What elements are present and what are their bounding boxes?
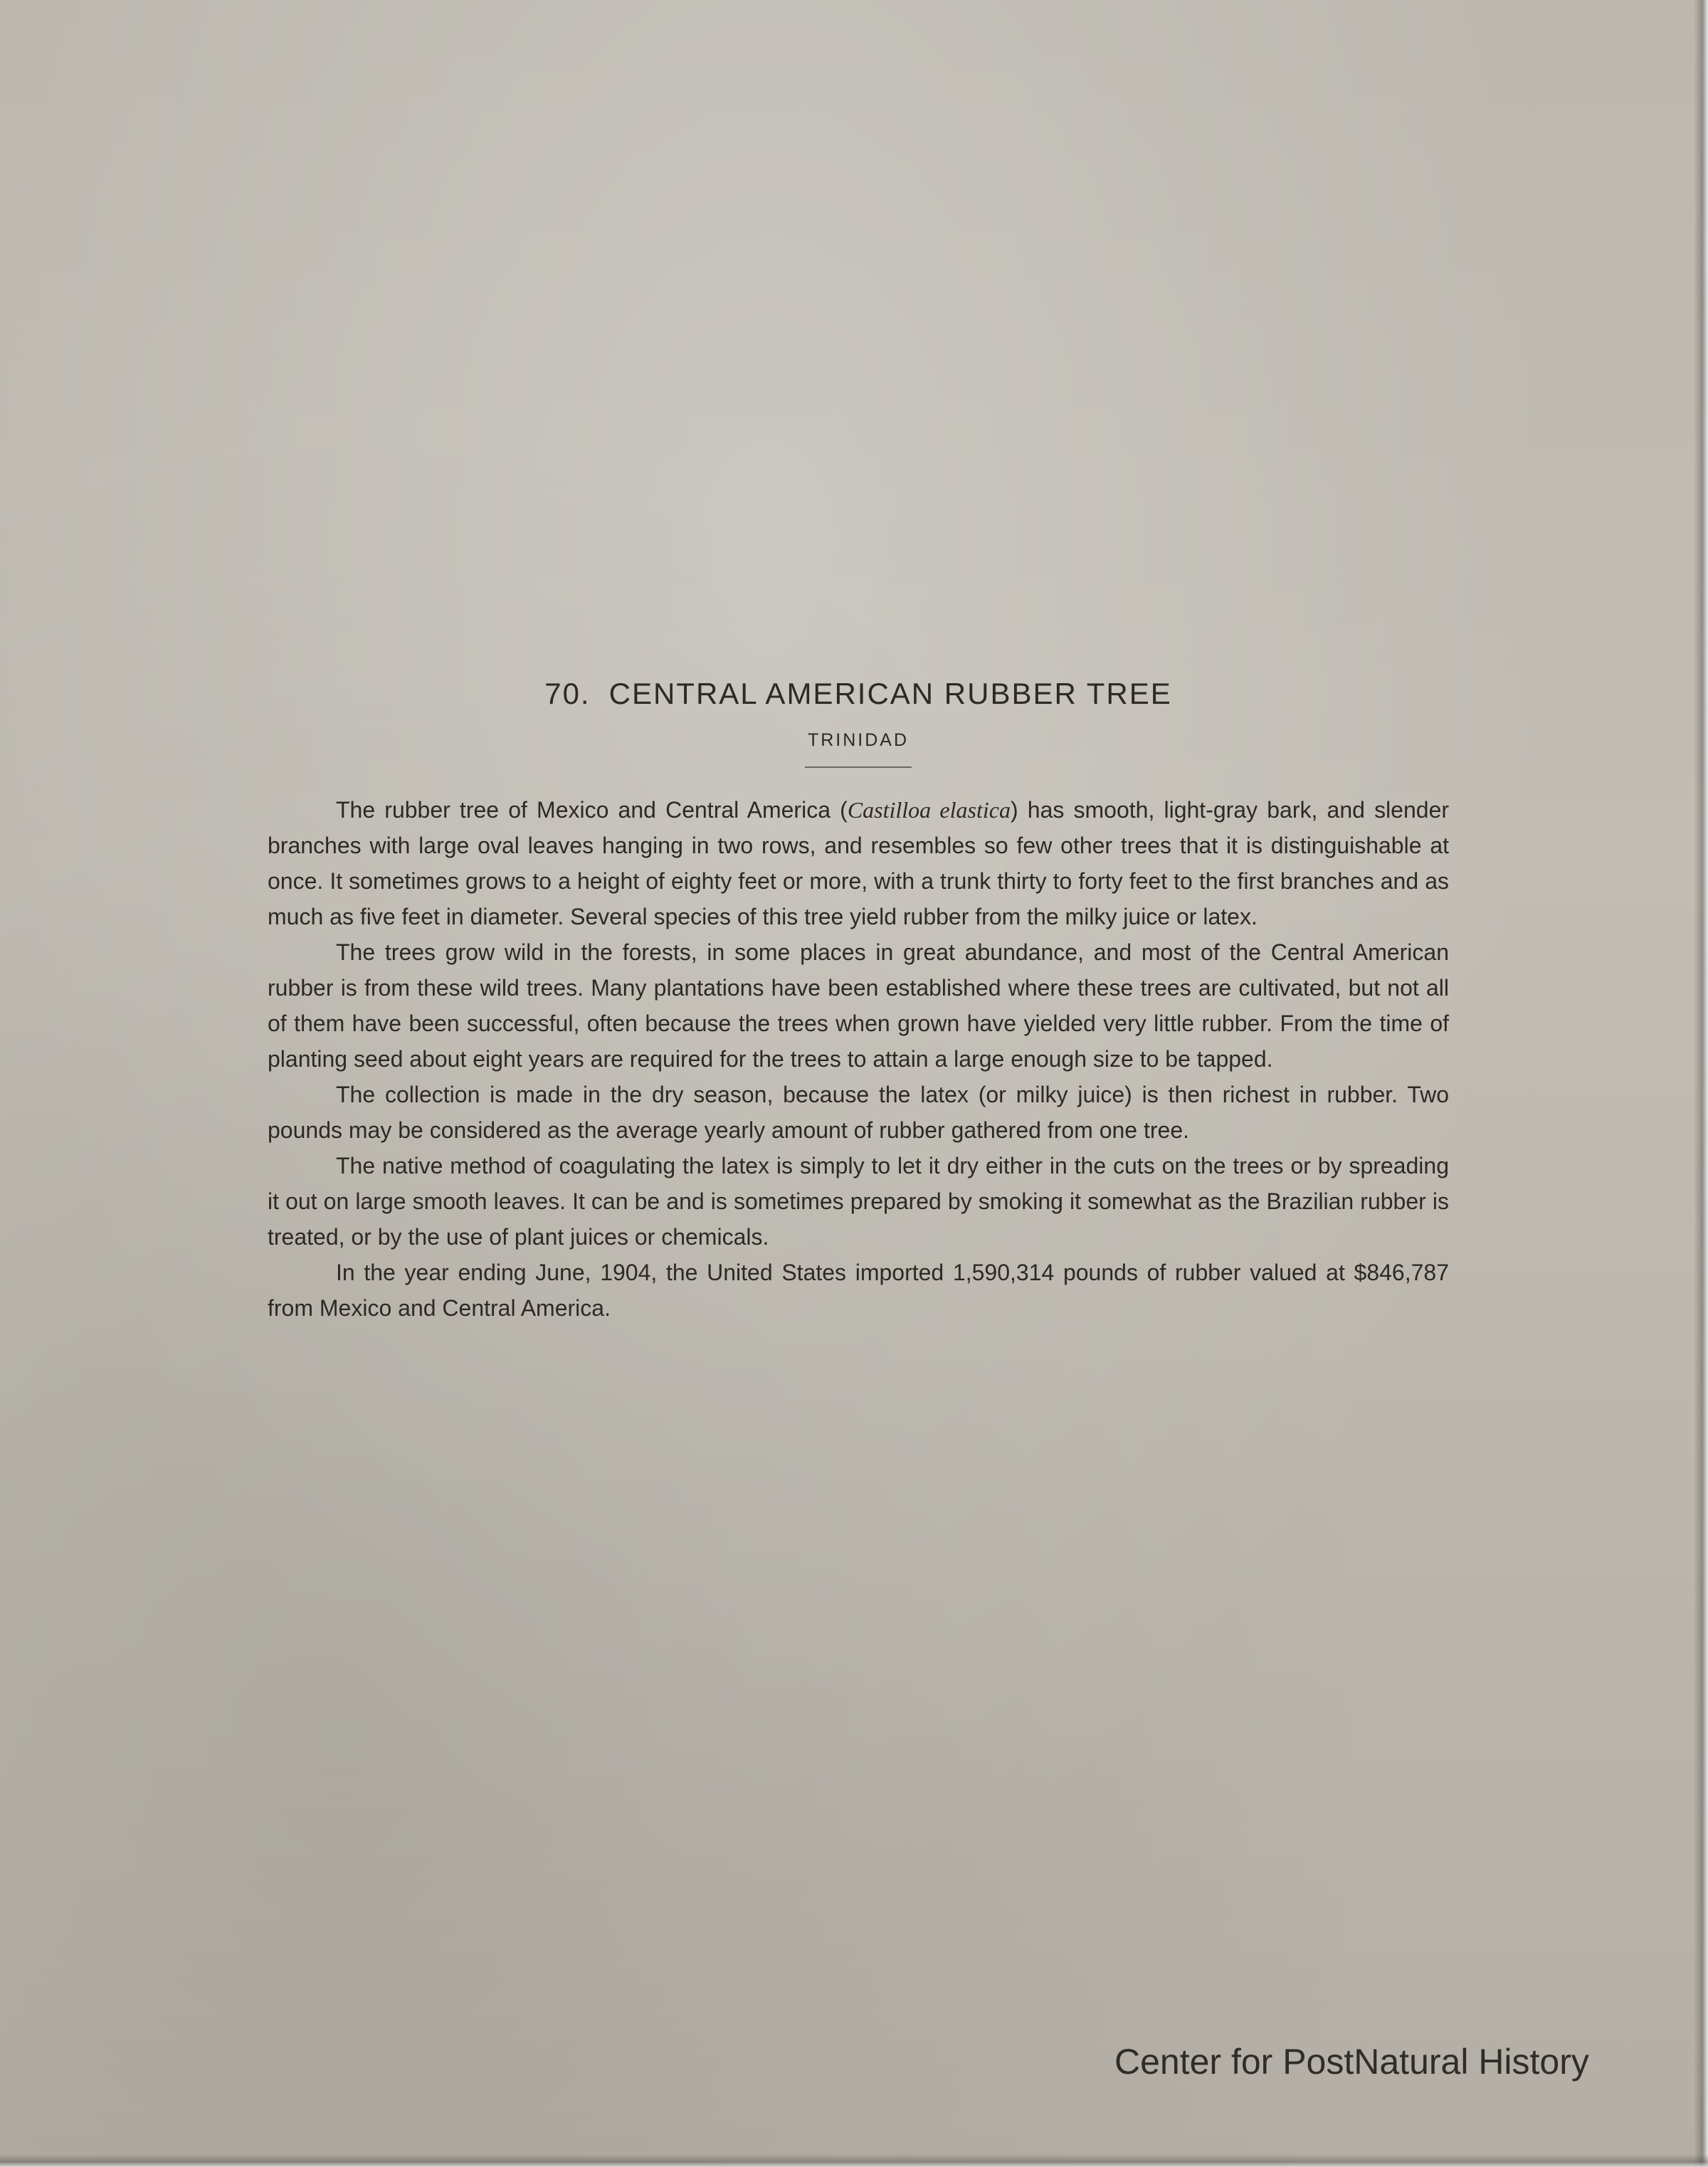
title-divider [805,766,912,768]
watermark: Center for PostNatural History [1114,2042,1589,2082]
card-edge-right [1694,0,1708,2167]
card-title-text: CENTRAL AMERICAN RUBBER TREE [608,677,1172,710]
paragraph-3: The collection is made in the dry season, because the latex (or milky juice) is then richest in rubber. Two pounds may be considered as the average yearly amount of rubber gathered from one tree. [268,1082,1449,1144]
card-edge-bottom [0,2154,1708,2167]
card-title [268,676,1449,712]
paragraph-4: The native method of coagulating the latex is simply to let it dry either in the cuts on the trees or by spreading it out on large smooth leaves. It can be and is sometimes prepared by smoking it somewhat as the Brazilian rubber is treated, or by the use of plant juices or chemicals. [268,1153,1449,1250]
scientific-name: Castilloa elastica [847,797,1011,823]
paragraph-1 [268,792,1449,934]
paragraph-1-end: ) has smooth, light-gray bark, and slender branches with large oval leaves hanging in two rows, and resembles so few other trees that it is distinguishable at once. It sometimes grows to a height of eighty feet or more, with a trunk thirty to forty feet to the first branches and as much as five feet in diameter. Several species of this tree yield rubber from the milky juice or latex. [268,797,1450,930]
text-block [268,676,1449,1326]
paragraph-5: In the year ending June, 1904, the United States imported 1,590,314 pounds of rubber valued at $846,787 from Mexico and Central America. [268,1260,1449,1322]
card-number: 70. [544,677,591,710]
paragraph-2: The trees grow wild in the forests, in some places in great abundance, and most of the Central American rubber is from these wild trees. Many plantations have been established where these trees are cultivated, but not all of them have been successful, often because the trees when grown have yielded very little rubber. From the time of planting seed about eight years are required for the trees to attain a large enough size to be tapped. [268,939,1449,1072]
body-text [268,792,1449,1326]
paragraph-1-start: The rubber tree of Mexico and Central America ( [336,797,848,823]
card-subtitle: TRINIDAD [807,730,910,751]
